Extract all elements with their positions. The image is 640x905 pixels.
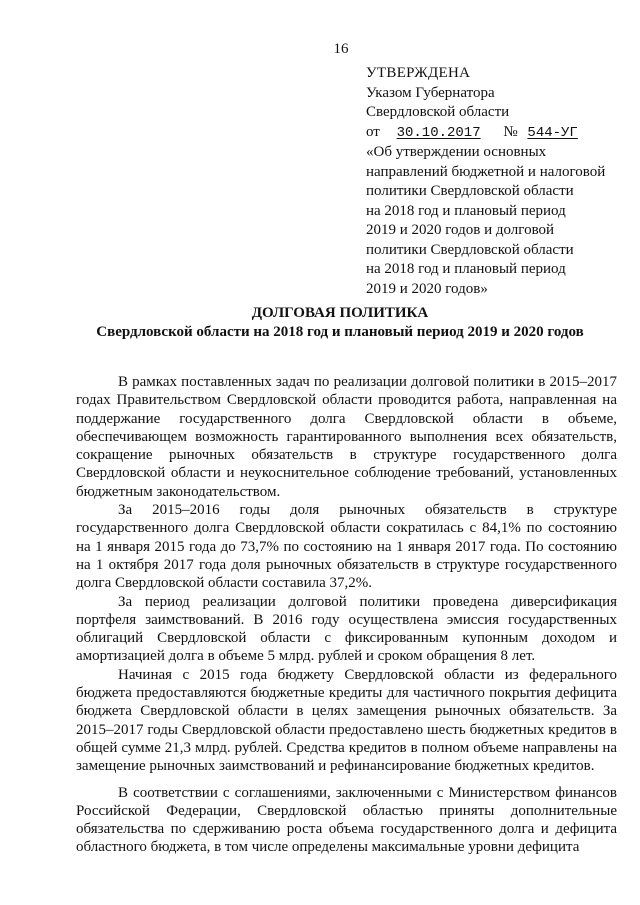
document-title [60, 304, 620, 342]
paragraph: В соответствии с соглашениями, заключенными с Министерством финансов Российской Федерации, Свердловской областью приняты дополнительные обязательства по сдерживанию роста объема государственного долга и дефицита областного бюджета, в том числе определены максимальные уровни дефицита [76, 784, 617, 856]
by-decree-label: Указом Губернатора [366, 84, 495, 101]
decree-subject-line: 2019 и 2020 годов» [366, 280, 488, 297]
paragraph: В рамках поставленных задач по реализации долговой политики в 2015–2017 годах Правительством Свердловской области проводится работа, направленная на поддержание государственного долга Свердловской области в объеме, обеспечивающем возможность гарантированного выполнения всех обязательств, сокращение рыночных обязательств в структуре государственного долга Свердловской области и неукоснительное соблюдение требований, установленных бюджетным законодательством. [76, 374, 617, 500]
paragraph: За период реализации долговой политики проведена диверсификация портфеля заимствований. В 2016 году осуществлена эмиссия государственных облигаций Свердловской области с фиксированным купонным доходом и амортизацией долга в объеме 5 млрд. рублей и сроком обращения 8 лет. [76, 593, 617, 665]
decree-subject-line: политики Свердловской области [366, 183, 574, 199]
decree-subject-line: «Об утверждении основных [366, 144, 547, 160]
paragraph: За 2015–2016 годы доля рыночных обязательств в структуре государственного долга Свердловской области сократилась с 84,1% по состоянию на 1 января 2015 года до 73,7% по состоянию на 1 января 2017 года. По состоянию на 1 октября 2017 года доля рыночных обязательств в структуре государственного долга Свердловской области составила 37,2%. [76, 502, 617, 592]
decree-subject-line: на 2018 год и плановый период [366, 202, 566, 219]
page-number: 16 [333, 41, 349, 57]
decree-date: 30.10.2017 [396, 124, 481, 141]
from-prefix: от [366, 123, 380, 140]
decree-subject-line: направлений бюджетной и налоговой [366, 163, 606, 180]
paragraph: Начиная с 2015 года бюджету Свердловской области из федерального бюджета предоставляются бюджетные кредиты для частичного покрытия дефицита бюджета Свердловской области в целях замещения рыночных обязательств. За 2015–2017 годы Свердловской области предоставлено шесть бюджетных кредитов в общей сумме 21,3 млрд. рублей. Средства кредитов в полном объеме направлены на замещение рыночных заимствований и рефинансирование бюджетных кредитов. [76, 666, 617, 775]
decree-subject-line: 2019 и 2020 годов и долговой [366, 222, 555, 238]
number-prefix: № [503, 123, 518, 140]
approved-label: УТВЕРЖДЕНА [366, 65, 471, 81]
decree-subject-line: политики Свердловской области [366, 241, 574, 258]
decree-subject-line: на 2018 год и плановый период [366, 261, 566, 277]
approval-stamp-block [366, 64, 616, 299]
region-label: Свердловской области [366, 104, 510, 120]
title-line-2: Свердловской области на 2018 год и плановый период 2019 и 2020 годов [96, 324, 584, 340]
decree-date-number-line [366, 123, 616, 144]
title-line-1: ДОЛГОВАЯ ПОЛИТИКА [251, 305, 429, 321]
decree-number: 544-УГ [527, 124, 578, 141]
body-text [76, 373, 617, 857]
